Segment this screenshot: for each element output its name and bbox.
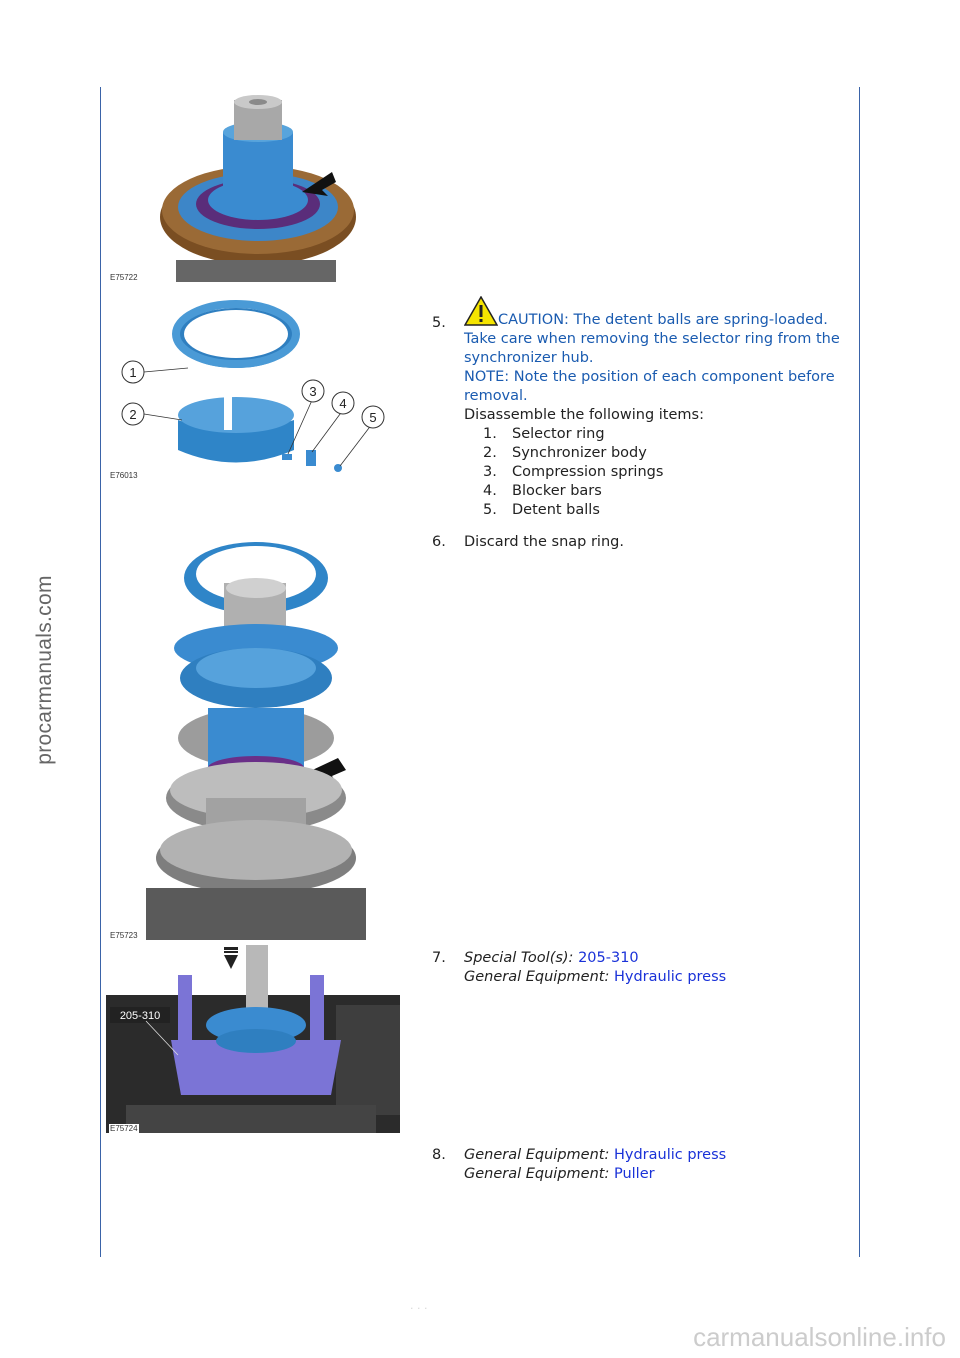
caution-label: CAUTION: The detent balls are spring-loaded. Take care when removing the selector ring from the synchronizer hub. bbox=[464, 312, 840, 366]
step-number: 8. bbox=[432, 1147, 446, 1163]
figure-press-removal bbox=[106, 945, 400, 1133]
caution-text bbox=[464, 296, 844, 368]
callout-label: 5 bbox=[369, 410, 377, 425]
page-number: · · · bbox=[410, 1302, 428, 1315]
callout-label: 3 bbox=[309, 384, 317, 399]
step-body: General Equipment: Hydraulic press General Equipment: Puller bbox=[464, 1147, 727, 1182]
figure-code: E75722 bbox=[110, 273, 138, 282]
step-number: 7. bbox=[432, 950, 446, 966]
list-item: 4. Blocker bars bbox=[483, 483, 602, 499]
step-number: 6. bbox=[432, 534, 446, 550]
step-number: 5. bbox=[432, 315, 446, 331]
step-body bbox=[464, 296, 844, 520]
callout-label: 1 bbox=[129, 365, 137, 380]
figure-code: E75723 bbox=[110, 931, 138, 940]
left-rule bbox=[100, 87, 101, 1257]
callout-label: 4 bbox=[339, 396, 347, 411]
equipment-link[interactable]: Hydraulic press bbox=[613, 969, 727, 985]
list-item: 2. Synchronizer body bbox=[483, 445, 647, 461]
intro-text: Disassemble the following items: bbox=[464, 407, 704, 423]
note-text: NOTE: Note the position of each component before removal. bbox=[464, 369, 835, 404]
figure-synchronizer-assembly bbox=[106, 92, 402, 282]
figure-code: E75724 bbox=[110, 1124, 138, 1133]
warning-icon bbox=[464, 296, 498, 326]
equipment-link[interactable]: Puller bbox=[613, 1166, 655, 1182]
list-item: 5. Detent balls bbox=[483, 502, 600, 518]
step-body: Discard the snap ring. bbox=[464, 534, 624, 550]
step-body: Special Tool(s): 205-310 General Equipment: Hydraulic press bbox=[464, 950, 727, 985]
bottom-watermark: carmanualsonline.info bbox=[693, 1322, 946, 1352]
tool-label: 205-310 bbox=[119, 1010, 161, 1022]
equipment-link[interactable]: Hydraulic press bbox=[613, 1147, 727, 1163]
list-item: 1. Selector ring bbox=[483, 426, 605, 442]
figure-shaft-snap-ring bbox=[106, 528, 402, 940]
figure-code: E76013 bbox=[110, 471, 138, 480]
right-rule bbox=[859, 87, 860, 1257]
figure-synchronizer-exploded bbox=[106, 290, 402, 480]
side-watermark: procarmanuals.com bbox=[33, 575, 56, 765]
tool-link[interactable]: 205-310 bbox=[578, 950, 639, 966]
item-list bbox=[464, 425, 844, 520]
list-item: 3. Compression springs bbox=[483, 464, 664, 480]
callout-label: 2 bbox=[129, 407, 137, 422]
